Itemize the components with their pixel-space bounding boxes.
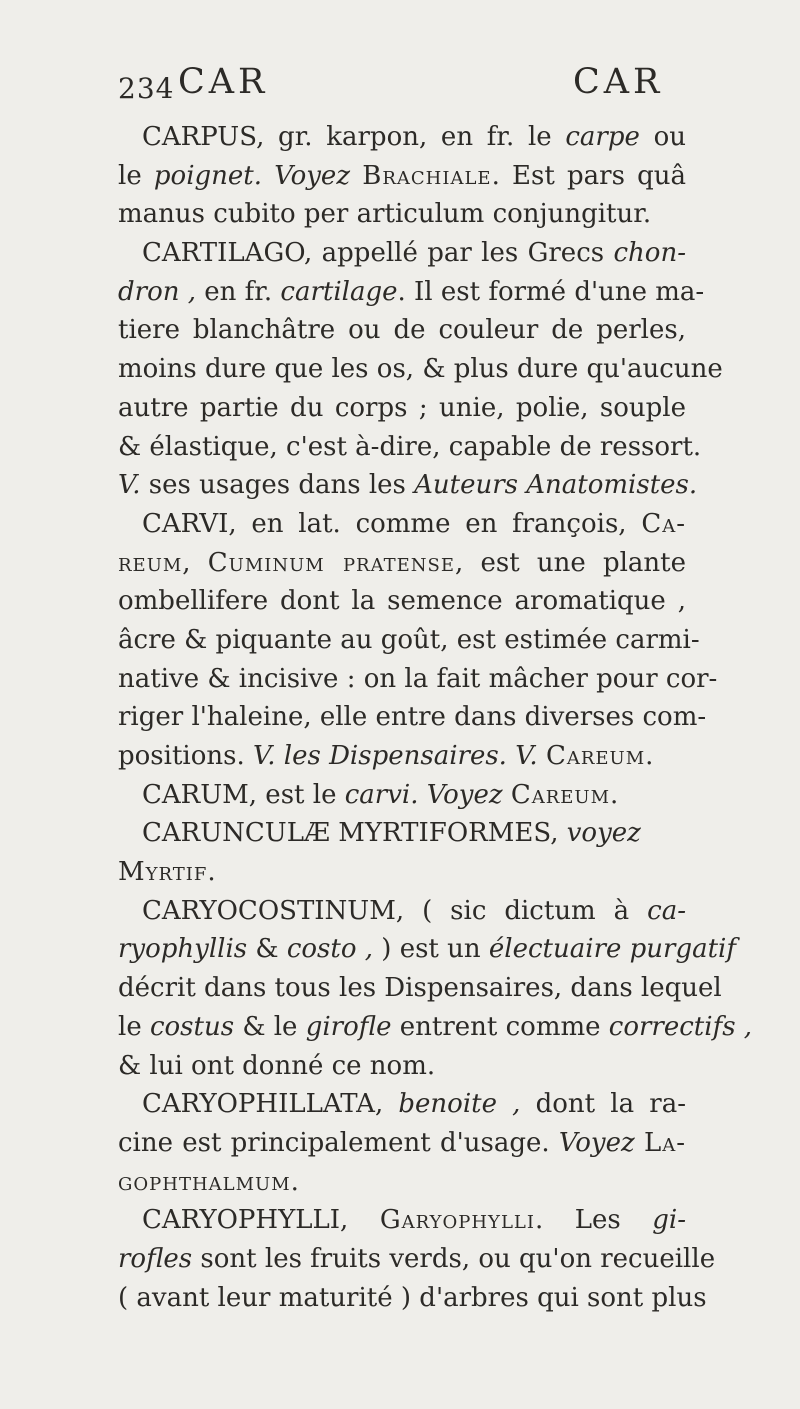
text-segment: âcre & piquante au goût, est estimée carmi-	[118, 624, 700, 655]
text-line	[118, 428, 702, 467]
text-segment: .	[207, 857, 216, 888]
text-segment: .	[610, 779, 619, 810]
text-segment: entrent comme	[391, 1011, 609, 1042]
running-head-right: CAR	[573, 62, 664, 102]
text-segment: .	[290, 1166, 299, 1197]
page-header	[118, 62, 698, 112]
text-segment: CARPUS, gr. karpon, en fr. le	[142, 122, 566, 152]
text-segment: tiere blanchâtre ou de couleur de perles,	[118, 315, 686, 346]
italic-text: girofle	[305, 1011, 392, 1042]
text-segment	[635, 1128, 644, 1158]
text-line	[118, 698, 707, 737]
text-segment: décrit dans tous les Dispensaires, dans lequel	[118, 973, 722, 1004]
italic-text: benoite ,	[398, 1089, 521, 1120]
text-line	[118, 582, 686, 621]
text-line	[118, 892, 686, 931]
text-segment: &	[247, 934, 287, 965]
text-line	[118, 1163, 686, 1202]
italic-text: ryophyllis	[118, 934, 248, 965]
small-caps-text: Brachiale	[362, 160, 492, 191]
small-caps-text: Myrtif	[118, 857, 208, 888]
text-segment: moins dure que les os, & plus dure qu'aucune	[118, 354, 723, 385]
text-line	[118, 544, 686, 583]
italic-text: V. les Dispensaires. V.	[253, 741, 538, 771]
text-segment: manus cubito per articulum conjungitur.	[118, 199, 652, 230]
text-segment: ombellifere dont la semence aromatique ,	[118, 586, 686, 617]
text-line	[118, 1085, 686, 1124]
text-segment	[350, 161, 362, 191]
text-segment: sont les fruits verds, ou qu'on recueille	[192, 1243, 716, 1274]
italic-text: V.	[118, 470, 141, 501]
text-segment: CARYOCOSTINUM, ( sic dictum à	[142, 895, 648, 926]
text-line	[118, 776, 686, 815]
text-segment: positions.	[118, 741, 253, 771]
text-line	[118, 1240, 716, 1279]
text-line	[118, 853, 686, 892]
italic-text: carvi. Voyez	[344, 779, 503, 810]
text-segment: . Les	[534, 1205, 653, 1236]
text-line	[118, 466, 698, 505]
dictionary-text	[118, 118, 753, 1317]
small-caps-text: gophthalmum	[118, 1166, 291, 1197]
text-segment: . Il est formé d'une ma-	[397, 276, 705, 307]
italic-text: carpe	[565, 122, 640, 152]
text-line	[118, 1047, 686, 1086]
italic-text: dron ,	[118, 276, 196, 307]
text-line	[118, 969, 722, 1008]
text-segment: autre partie du corps ; unie, polie, souple	[118, 392, 686, 423]
italic-text: ca-	[647, 895, 686, 926]
text-segment: ses usages dans les	[140, 470, 415, 501]
small-caps-text: La-	[643, 1127, 686, 1158]
text-line	[118, 621, 700, 660]
page-number: 234	[118, 72, 175, 105]
italic-text: Voyez	[558, 1127, 635, 1158]
text-line	[118, 505, 686, 544]
text-line	[118, 1124, 686, 1163]
text-segment: CARTILAGO, appellé par les Grecs	[142, 238, 614, 269]
italic-text: correctifs ,	[608, 1011, 753, 1042]
text-segment: & le	[234, 1011, 306, 1042]
small-caps-text: Careum	[545, 741, 646, 771]
italic-text: costo ,	[286, 934, 374, 965]
text-segment: dont la ra-	[520, 1089, 686, 1120]
text-segment: CARUNCULÆ MYRTIFORMES,	[142, 818, 567, 849]
text-line	[118, 814, 686, 853]
small-caps-text: Cuminum pratense	[207, 547, 455, 578]
text-segment: en fr.	[196, 276, 281, 307]
text-segment: & élastique, c'est à-dire, capable de ressort.	[118, 431, 702, 462]
small-caps-text: Ca-	[641, 508, 686, 539]
italic-text: costus	[149, 1011, 235, 1042]
text-segment: le	[118, 160, 154, 191]
text-line	[118, 195, 686, 234]
text-segment: CARYOPHILLATA,	[142, 1089, 399, 1120]
small-caps-text: Careum	[510, 779, 611, 810]
text-line	[118, 234, 686, 273]
text-segment: . Est pars quâ	[491, 160, 687, 191]
text-line	[118, 157, 686, 196]
italic-text: rofles	[118, 1243, 193, 1274]
text-segment: .	[645, 741, 654, 771]
text-line	[118, 1008, 753, 1047]
text-segment: CARVI, en lat. comme en françois,	[142, 508, 642, 539]
text-line	[118, 1201, 686, 1240]
text-line	[118, 350, 723, 389]
text-line	[118, 660, 718, 699]
text-line	[118, 273, 705, 312]
running-head-left: CAR	[178, 62, 269, 102]
text-segment: CARUM, est le	[142, 779, 345, 810]
italic-text: cartilage	[280, 276, 398, 307]
text-segment: CARYOPHYLLI,	[142, 1205, 380, 1236]
text-segment: ) est un	[373, 934, 489, 965]
text-segment	[538, 741, 546, 771]
text-line	[118, 1279, 707, 1318]
text-segment: cine est principalement d'usage.	[118, 1127, 559, 1158]
text-segment: riger l'haleine, elle entre dans diverses com-	[118, 702, 707, 733]
italic-text: gi-	[652, 1205, 686, 1236]
italic-text: poignet. Voyez	[153, 160, 351, 191]
text-segment: ( avant leur maturité ) d'arbres qui sont plus	[118, 1282, 707, 1313]
text-segment: ,	[182, 547, 208, 578]
text-segment	[503, 780, 511, 810]
text-line	[118, 118, 686, 157]
text-line	[118, 311, 686, 350]
text-line	[118, 389, 686, 428]
text-segment: & lui ont donné ce nom.	[118, 1050, 436, 1081]
italic-text: voyez	[566, 818, 641, 849]
text-segment: ou	[639, 122, 686, 152]
text-line	[118, 737, 686, 776]
italic-text: électuaire purgatif	[488, 934, 736, 965]
text-segment: le	[118, 1011, 150, 1042]
text-segment: native & incisive : on la fait mâcher pour cor-	[118, 663, 718, 694]
italic-text: Auteurs Anatomistes.	[414, 470, 698, 501]
italic-text: chon-	[613, 238, 686, 269]
small-caps-text: Garyophylli	[379, 1205, 535, 1236]
text-line	[118, 930, 736, 969]
text-segment: , est une plante	[455, 547, 687, 578]
small-caps-text: reum	[118, 547, 183, 578]
